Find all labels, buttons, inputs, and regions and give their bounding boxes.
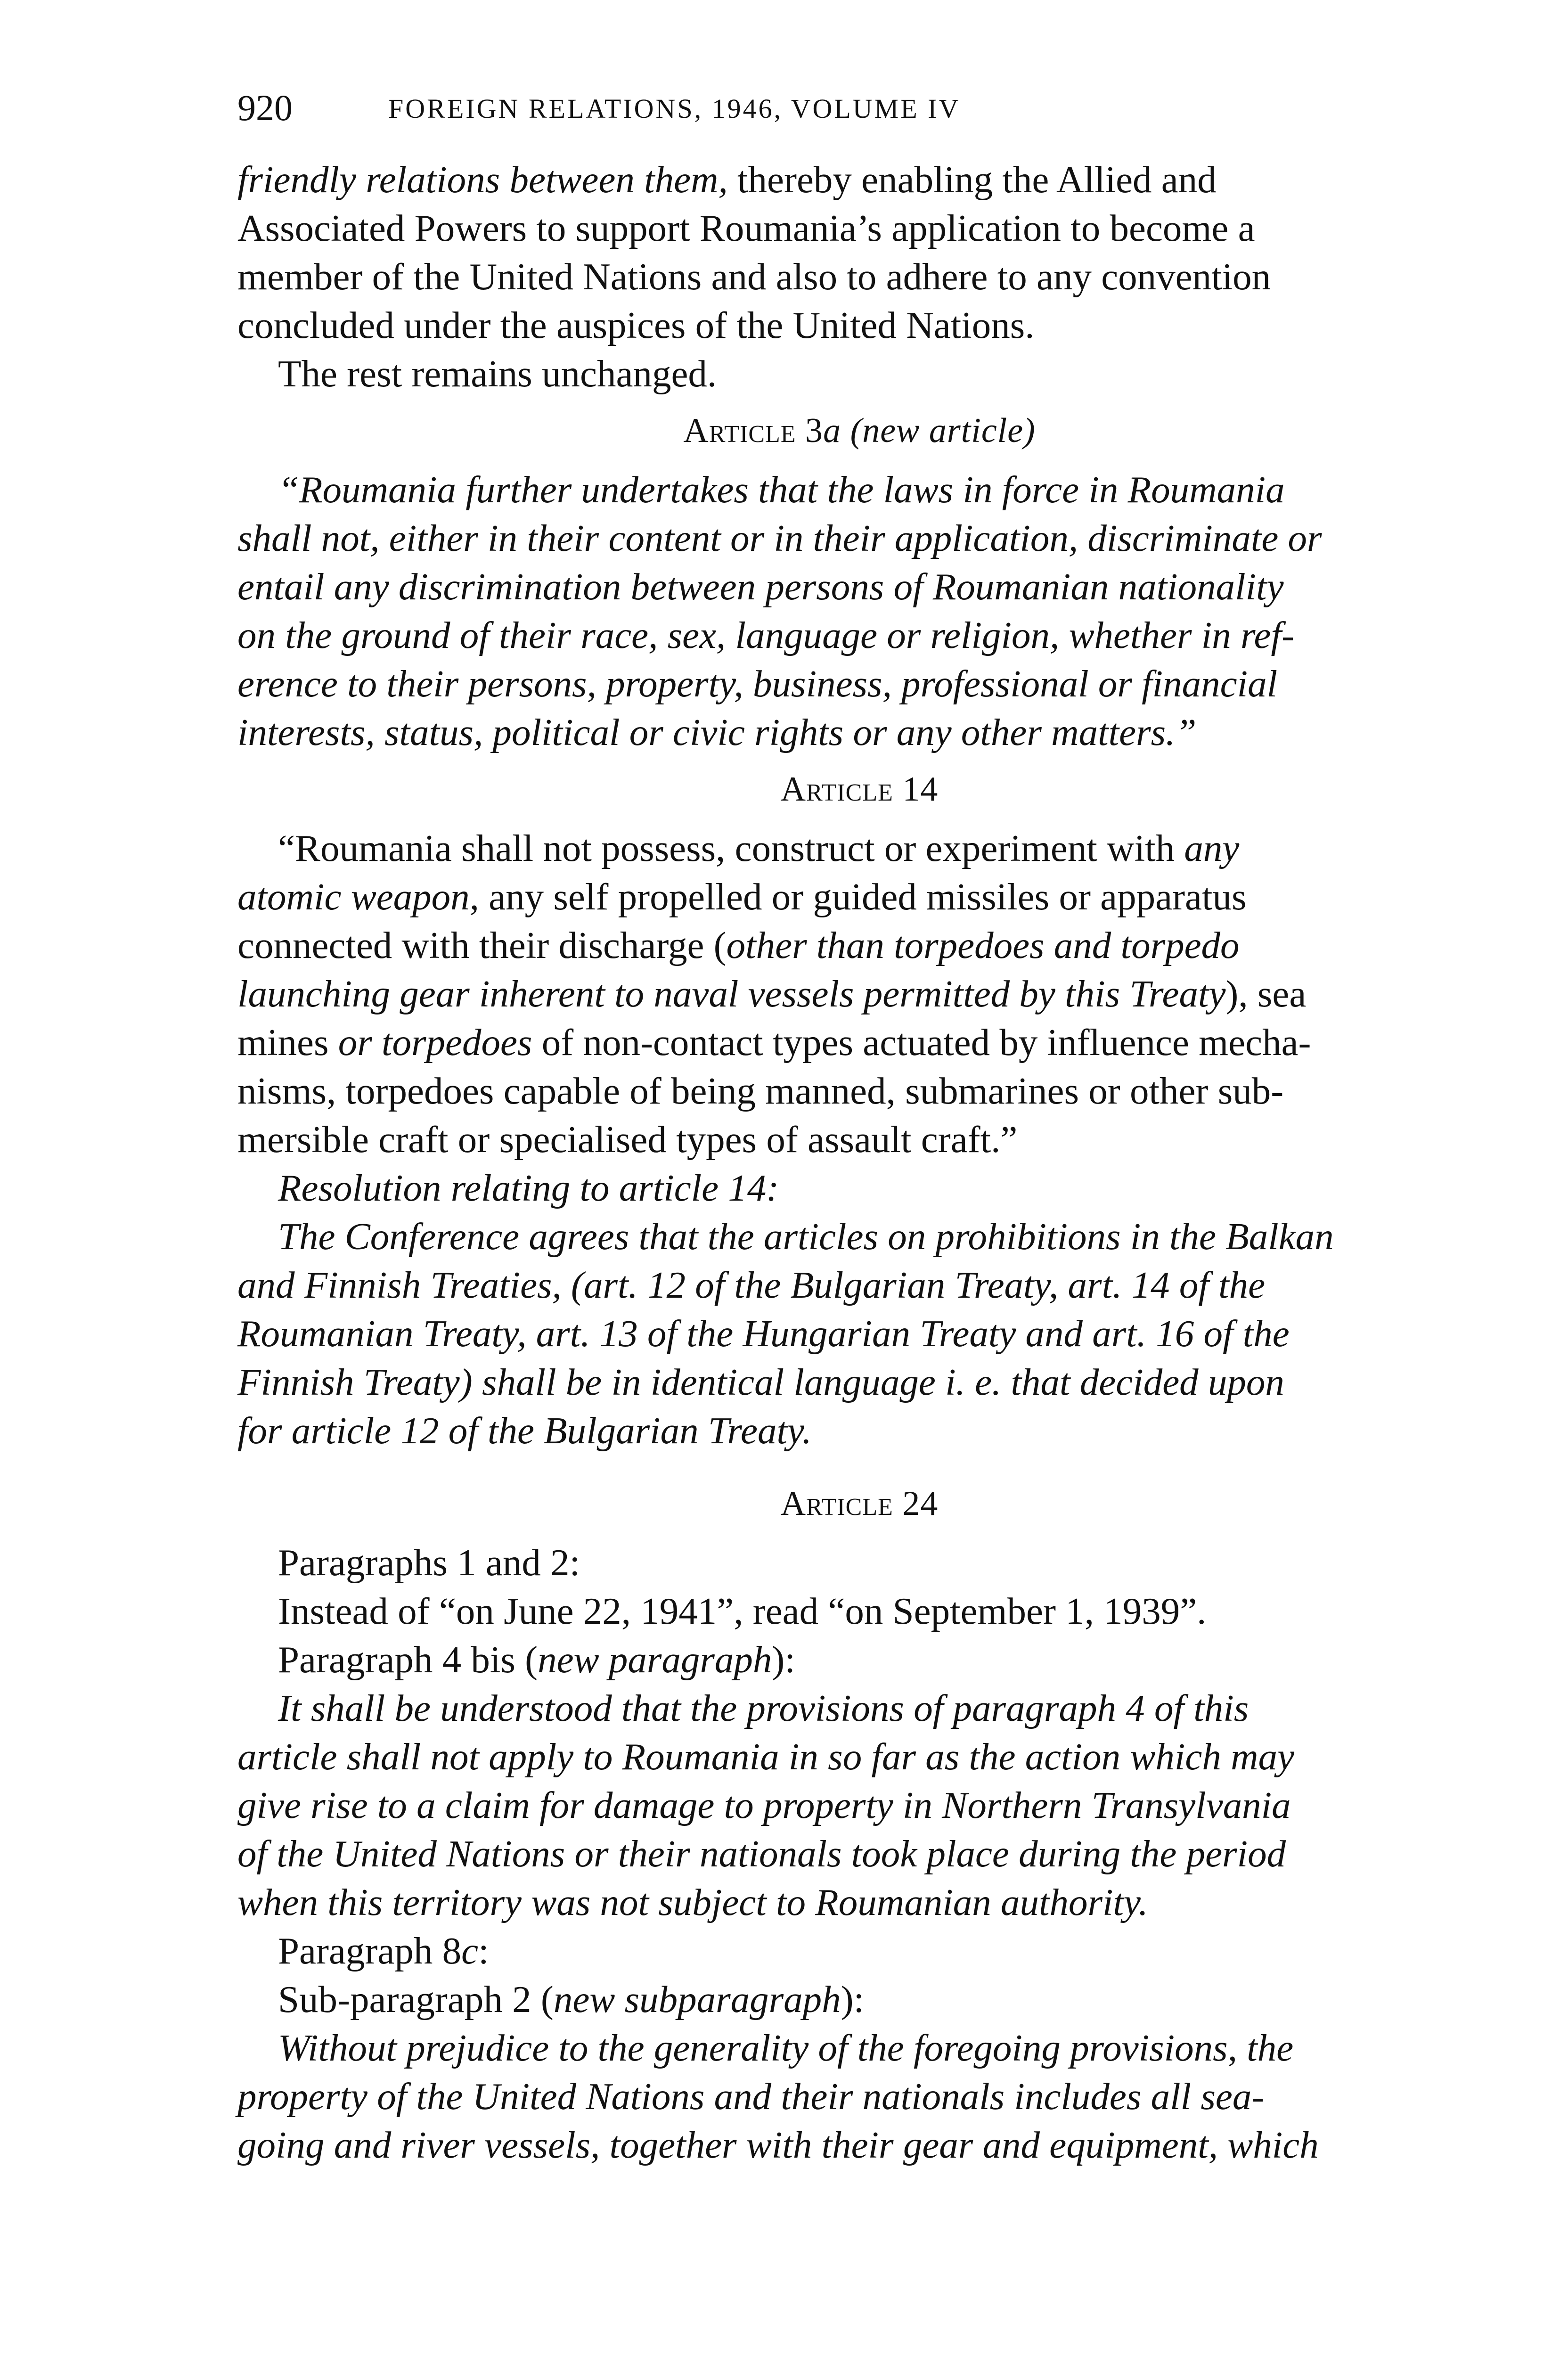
text-line: mersible craft or specialised types of assault craft.”: [237, 1118, 1018, 1161]
resolution-heading: Resolution relating to article 14:: [278, 1167, 779, 1209]
continuation-paragraph: [237, 155, 1481, 398]
text-line: “Roumania further undertakes that the laws in force in Roumania: [278, 468, 1285, 511]
article-label: Article 3: [683, 411, 824, 450]
italic-phrase: c: [461, 1930, 479, 1972]
text-line: Without prejudice to the generality of the foregoing provisions, the: [278, 2027, 1294, 2069]
text-line: member of the United Nations and also to adhere to any convention: [237, 255, 1271, 298]
text-line: The rest remains unchanged.: [278, 352, 717, 395]
text-line: going and river vessels, together with their gear and equipment, which: [237, 2124, 1319, 2166]
page-header: [237, 87, 1481, 141]
text-line: of the United Nations or their nationals took place during the period: [237, 1832, 1286, 1875]
article-24-text: [237, 1538, 1481, 2169]
italic-phrase: new paragraph: [538, 1638, 772, 1681]
article-14-heading: Article 14: [780, 770, 939, 809]
running-head: FOREIGN RELATIONS, 1946, VOLUME IV: [388, 93, 961, 124]
text-line: Roumanian Treaty, art. 13 of the Hungarian Treaty and art. 16 of the: [237, 1312, 1290, 1355]
article-3a-text: [237, 466, 1481, 757]
italic-phrase: other than torpedoes and torpedo: [726, 924, 1240, 966]
text-line: entail any discrimination between persons of Roumanian nationality: [237, 565, 1284, 608]
text-line: nisms, torpedoes capable of being manned, submarines or other sub-: [237, 1070, 1284, 1112]
italic-phrase: friendly relations between them,: [237, 158, 728, 201]
text-line: [237, 1975, 1481, 2024]
text-run: Paragraph 4 bis (: [278, 1638, 538, 1681]
text-line: Paragraphs 1 and 2:: [278, 1541, 580, 1584]
italic-phrase: launching gear inherent to naval vessels permitted by this Treaty: [237, 973, 1226, 1015]
article-3a-heading: [237, 407, 1481, 455]
document-page: [237, 87, 1481, 2169]
text-run: ):: [841, 1978, 865, 2021]
text-line: concluded under the auspices of the United Nations.: [237, 304, 1035, 346]
text-run: any self propelled or guided missiles or apparatus: [479, 875, 1247, 918]
text-run: ):: [772, 1638, 795, 1681]
text-line: when this territory was not subject to Roumanian authority.: [237, 1881, 1148, 1923]
article-24-heading: Article 24: [780, 1484, 939, 1523]
text-run: ), sea: [1225, 973, 1307, 1015]
text-run: “Roumania shall not possess, construct or experiment with: [278, 827, 1184, 869]
text-run: :: [478, 1930, 489, 1972]
resolution-block: [237, 1164, 1481, 1455]
text-line: [237, 824, 1481, 873]
article-parenthetical: (new article): [841, 411, 1036, 450]
text-run: Sub-paragraph 2 (: [278, 1978, 554, 2021]
italic-phrase: new subparagraph: [553, 1978, 841, 2021]
text-line: interests, status, political or civic rights or any other matters.”: [237, 711, 1197, 753]
text-line: article shall not apply to Roumania in so far as the action which may: [237, 1735, 1295, 1778]
text-line: [237, 970, 1481, 1018]
text-line: [237, 155, 1481, 204]
text-line: on the ground of their race, sex, language or religion, whether in ref-: [237, 614, 1294, 656]
text-run: thereby enabling the Allied and: [727, 158, 1217, 201]
text-line: give rise to a claim for damage to property in Northern Transylvania: [237, 1784, 1291, 1826]
italic-phrase: any: [1184, 827, 1240, 869]
section-spacer: [237, 1455, 1481, 1471]
text-line: for article 12 of the Bulgarian Treaty.: [237, 1409, 812, 1452]
text-line: [237, 1636, 1481, 1684]
text-run: Paragraph 8: [278, 1930, 462, 1972]
text-run: mines: [237, 1021, 338, 1063]
italic-phrase: atomic weapon,: [237, 875, 479, 918]
text-run: of non-contact types actuated by influence mecha-: [532, 1021, 1311, 1063]
article-letter: a: [823, 411, 841, 450]
text-line: shall not, either in their content or in their application, discriminate or: [237, 517, 1322, 559]
text-run: connected with their discharge (: [237, 924, 727, 966]
text-line: The Conference agrees that the articles on prohibitions in the Balkan: [278, 1215, 1334, 1258]
text-line: [237, 1927, 1481, 1975]
page-number: 920: [237, 87, 293, 128]
article-14-text: [237, 824, 1481, 1164]
text-line: and Finnish Treaties, (art. 12 of the Bulgarian Treaty, art. 14 of the: [237, 1264, 1266, 1306]
text-line: Finnish Treaty) shall be in identical language i. e. that decided upon: [237, 1361, 1284, 1403]
text-line: erence to their persons, property, business, professional or financial: [237, 663, 1278, 705]
text-line: [237, 921, 1481, 970]
text-line: It shall be understood that the provisions of paragraph 4 of this: [278, 1687, 1249, 1729]
italic-phrase: or torpedoes: [338, 1021, 532, 1063]
text-line: property of the United Nations and their nationals includes all sea-: [237, 2075, 1265, 2118]
text-line: [237, 873, 1481, 921]
text-line: Associated Powers to support Roumania’s application to become a: [237, 207, 1255, 249]
text-line: Instead of “on June 22, 1941”, read “on September 1, 1939”.: [278, 1590, 1207, 1632]
text-line: [237, 1018, 1481, 1067]
